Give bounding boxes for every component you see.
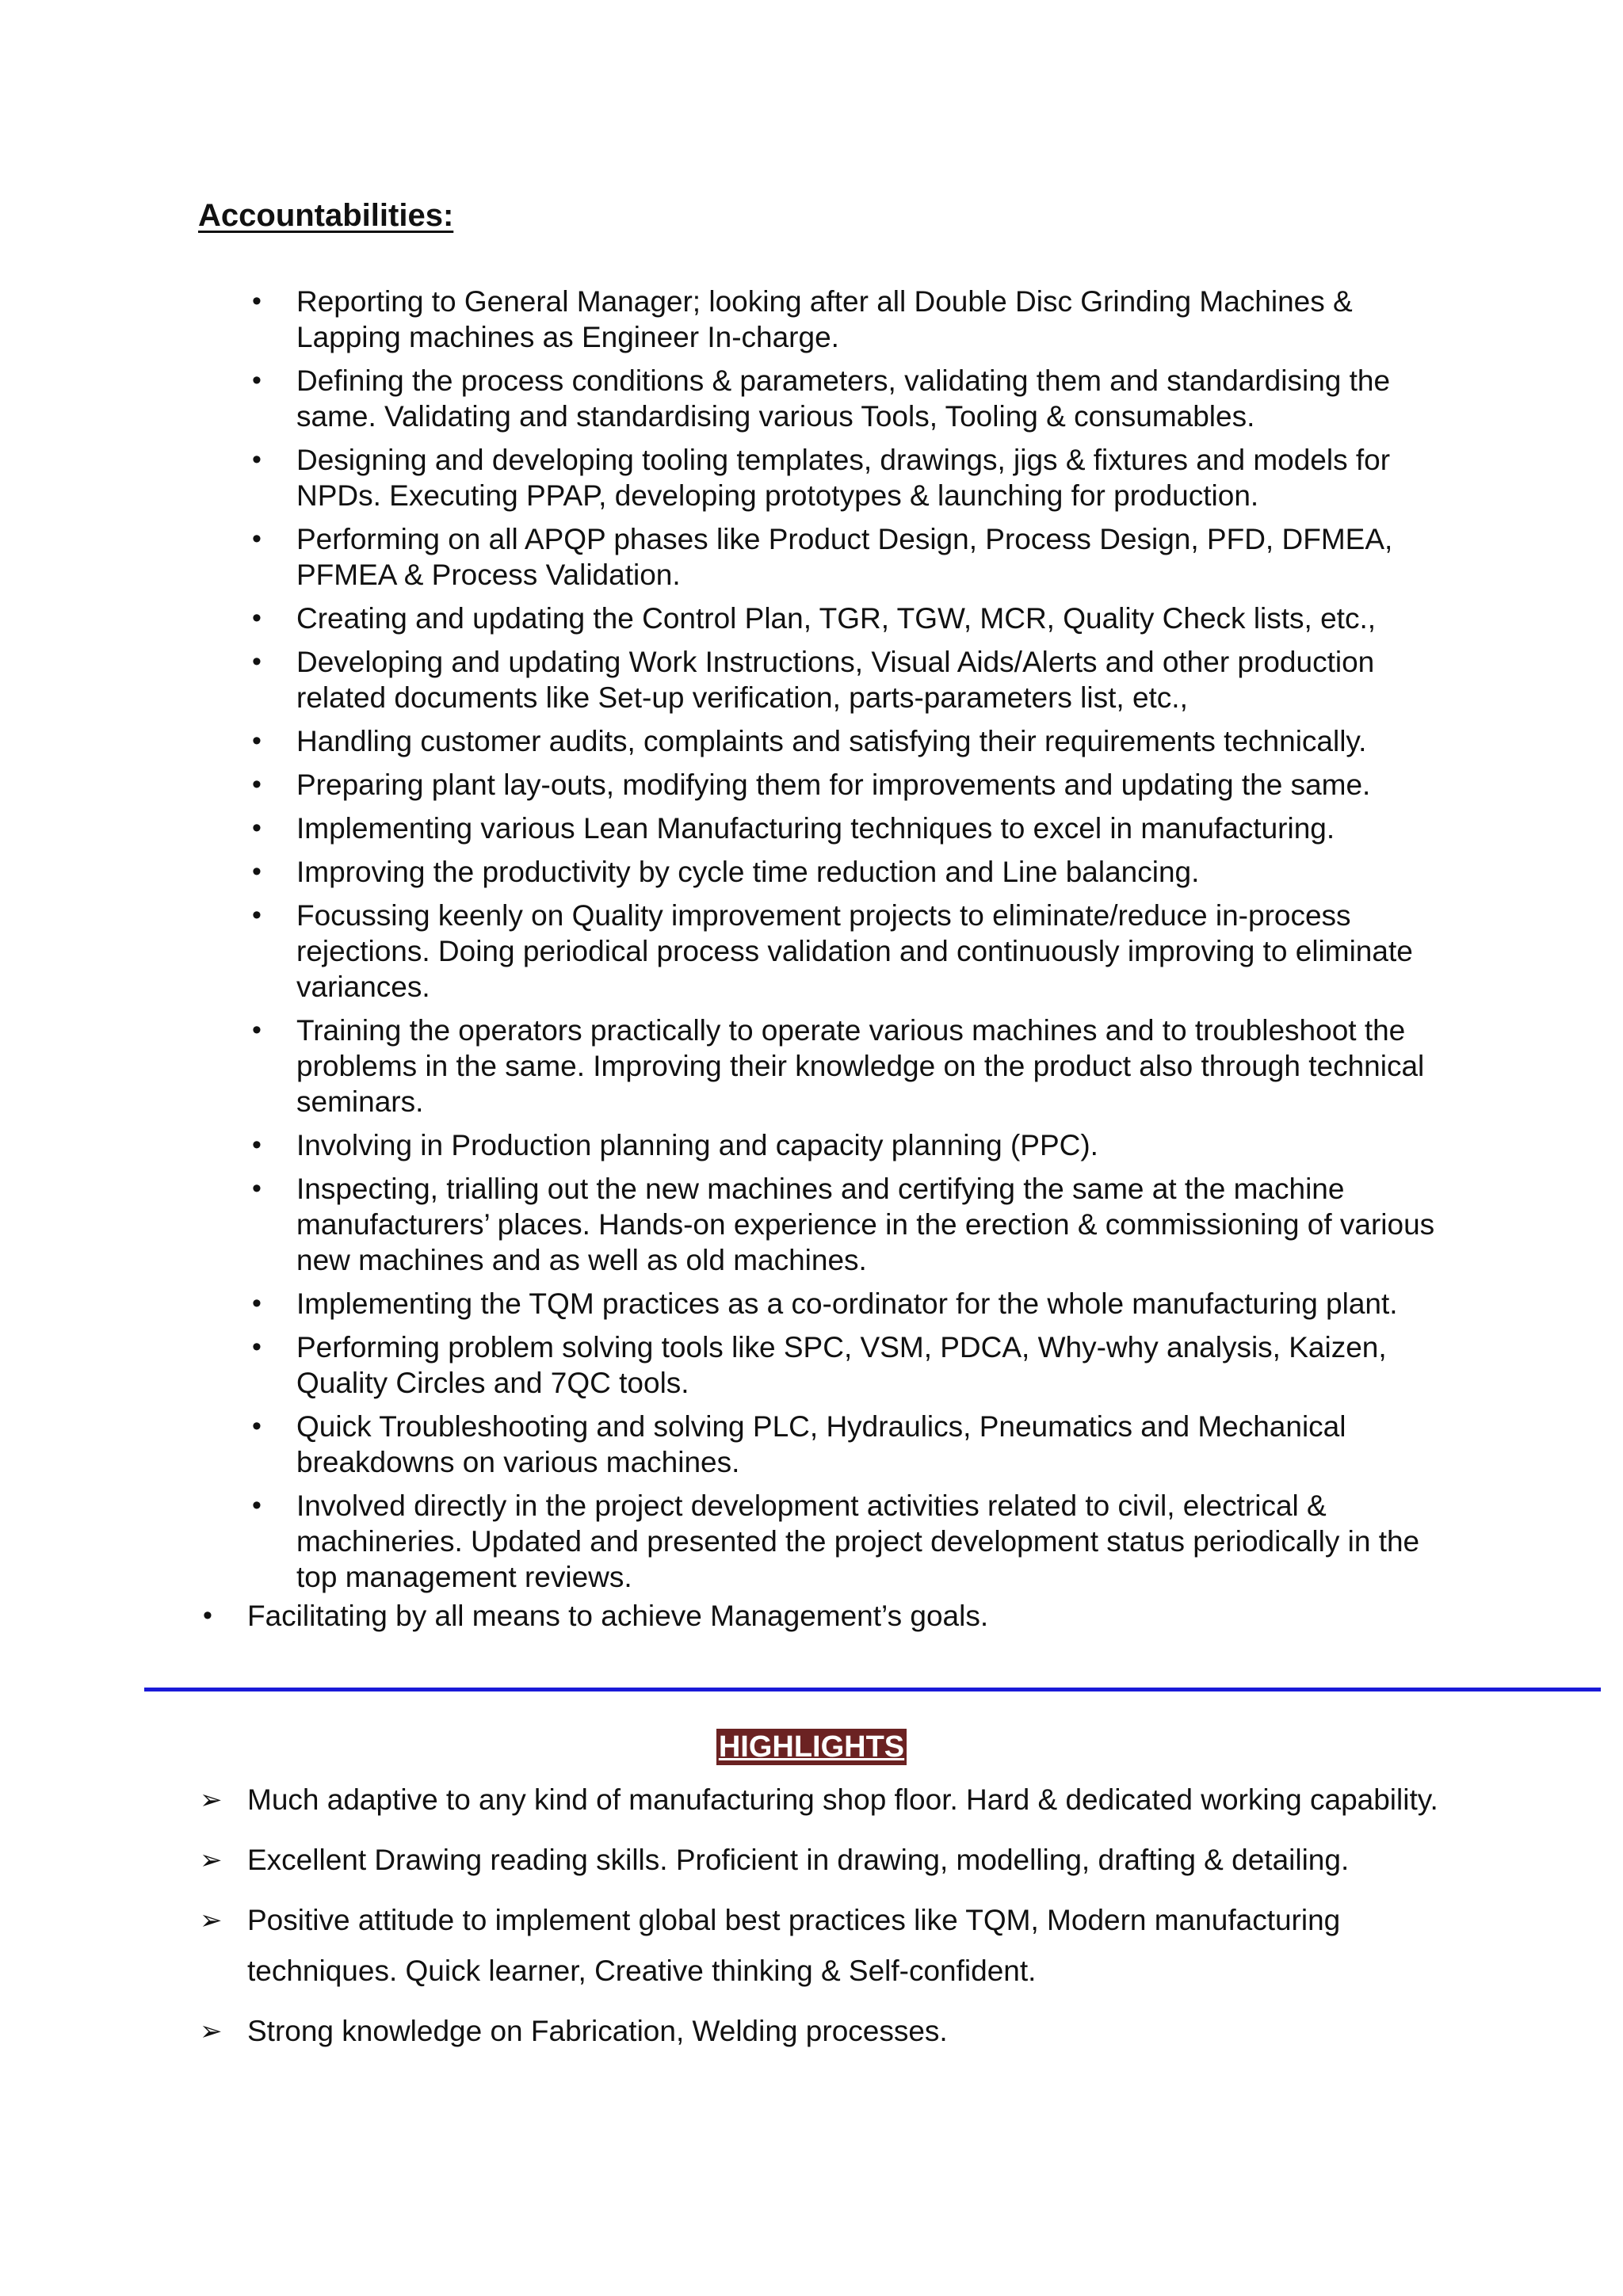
list-item-text: Reporting to General Manager; looking after all Double Disc Grinding Machines & Lapping machines as Engineer In-charge. [296,285,1353,353]
list-item-text: Involved directly in the project development activities related to civil, electrical & machineries. Updated and presented the project development status periodically in the top management reviews. [296,1489,1420,1593]
bullet-icon: • [252,286,262,316]
section-divider [144,1688,1601,1691]
bullet-icon: • [252,365,262,395]
list-item [198,1488,1450,1595]
list-item-text: Inspecting, trialling out the new machines and certifying the same at the machine manufacturers’ places. Hands-on experience in the erection & commissioning of various new machines and as well as old machines. [296,1173,1435,1276]
list-item-text: Quick Troubleshooting and solving PLC, Hydraulics, Pneumatics and Mechanical breakdowns on various machines. [296,1410,1346,1478]
highlight-text: Excellent Drawing reading skills. Proficient in drawing, modelling, drafting & detailing. [247,1844,1350,1876]
arrow-bullet-icon: ➢ [200,2016,223,2046]
list-item [198,521,1450,593]
bullet-icon: • [252,1332,262,1362]
list-item-outer [198,1598,1450,1634]
list-item-text: Handling customer audits, complaints and satisfying their requirements technically. [296,725,1367,757]
list-item [198,854,1450,890]
list-item-text: Creating and updating the Control Plan, TGR, TGW, MCR, Quality Check lists, etc., [296,602,1377,635]
list-item-text: Training the operators practically to operate various machines and to troubleshoot the problems in the same. Improving their knowledge on the product also through technical seminars. [296,1014,1425,1118]
list-item [198,1171,1450,1278]
list-item-text: Implementing various Lean Manufacturing techniques to excel in manufacturing. [296,812,1335,845]
bullet-icon: • [252,1130,262,1160]
list-item-text: Involving in Production planning and capacity planning (PPC). [296,1129,1098,1161]
highlight-item [198,1895,1450,1997]
list-item-text: Implementing the TQM practices as a co-ordinator for the whole manufacturing plant. [296,1287,1398,1320]
arrow-bullet-icon: ➢ [200,1905,223,1936]
list-item [198,601,1450,636]
bullet-icon: • [252,444,262,475]
bullet-icon: • [252,1288,262,1318]
accountabilities-heading: Accountabilities: [198,198,454,233]
highlight-item [198,1835,1450,1886]
list-item-text: Preparing plant lay-outs, modifying them for improvements and updating the same. [296,769,1371,801]
bullet-icon: • [252,856,262,887]
list-item [198,810,1450,846]
list-item [198,442,1450,513]
list-item [198,898,1450,1005]
arrow-bullet-icon: ➢ [200,1785,223,1815]
list-item-text: Performing problem solving tools like SPC, VSM, PDCA, Why-why analysis, Kaizen, Quality Circles and 7QC tools. [296,1331,1387,1399]
highlight-item [198,1775,1450,1825]
list-item [198,284,1450,355]
highlight-text: Much adaptive to any kind of manufacturing shop floor. Hard & dedicated working capability. [247,1783,1438,1816]
list-item-text: Focussing keenly on Quality improvement projects to eliminate/reduce in-process rejections. Doing periodical process validation and continuously improving to eliminate variances. [296,899,1413,1003]
list-item [198,363,1450,434]
bullet-icon: • [252,1173,262,1203]
bullet-icon: • [252,726,262,756]
bullet-icon: • [252,769,262,799]
bullet-icon: • [203,1600,212,1630]
list-item [198,1127,1450,1163]
list-item [198,1286,1450,1322]
list-item-text: Designing and developing tooling templates, drawings, jigs & fixtures and models for NPDs. Executing PPAP, developing prototypes & launching for production. [296,444,1391,512]
bullet-icon: • [252,813,262,843]
bullet-icon: • [252,603,262,633]
list-item [198,1013,1450,1119]
list-item-text: Developing and updating Work Instructions, Visual Aids/Alerts and other production related documents like Set-up verification, parts-parameters list, etc., [296,646,1375,714]
highlights-list [198,1775,1450,2066]
bullet-icon: • [252,646,262,677]
list-item-text: Performing on all APQP phases like Product Design, Process Design, PFD, DFMEA, PFMEA & Process Validation. [296,523,1393,591]
bullet-icon: • [252,1015,262,1045]
bullet-icon: • [252,1411,262,1441]
highlight-text: Positive attitude to implement global best practices like TQM, Modern manufacturing techniques. Quick learner, Creative thinking & Self-confident. [247,1904,1341,1987]
highlights-title: HIGHLIGHTS [716,1729,907,1768]
bullet-icon: • [252,524,262,554]
highlight-text: Strong knowledge on Fabrication, Welding processes. [247,2015,948,2047]
list-item [198,1329,1450,1401]
list-item-text: Defining the process conditions & parameters, validating them and standardising the same. Validating and standardising various Tools, Tooling & consumables. [296,364,1391,433]
bullet-icon: • [252,1490,262,1520]
list-item-text: Facilitating by all means to achieve Management’s goals. [247,1600,989,1632]
list-item [198,767,1450,803]
highlight-item [198,2006,1450,2057]
arrow-bullet-icon: ➢ [200,1845,223,1875]
highlights-title-wrap [0,1729,1623,1768]
accountabilities-list [198,284,1450,1642]
list-item [198,644,1450,715]
list-item-text: Improving the productivity by cycle time reduction and Line balancing. [296,856,1200,888]
list-item [198,1409,1450,1480]
list-item [198,723,1450,759]
bullet-icon: • [252,900,262,930]
